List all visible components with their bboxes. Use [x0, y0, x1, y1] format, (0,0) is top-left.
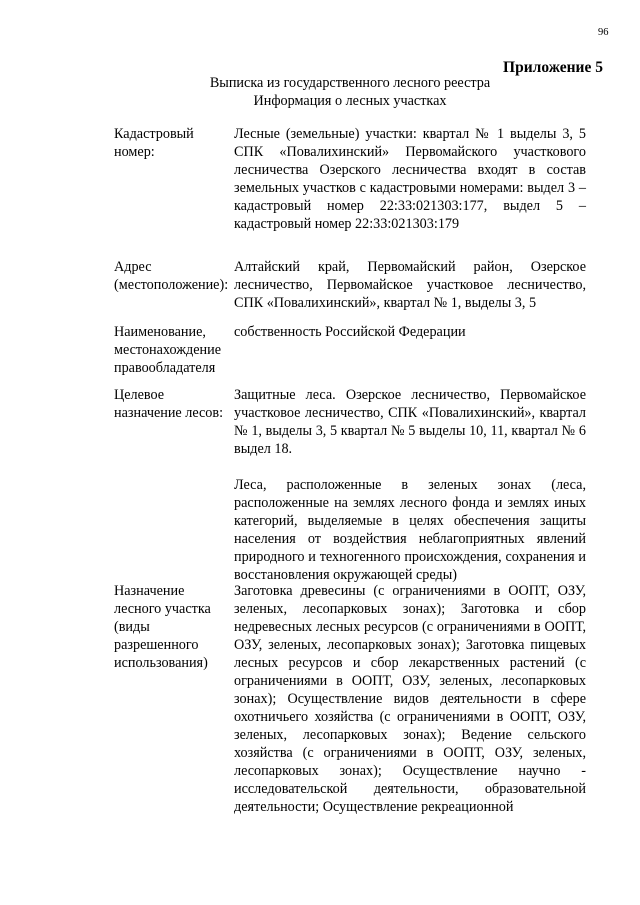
section-label	[114, 386, 232, 422]
section-label	[114, 323, 232, 377]
section-value	[234, 386, 586, 584]
label-line: Кадастровый	[114, 126, 194, 142]
appendix-heading: Приложение 5	[503, 59, 603, 76]
value-paragraph: Алтайский край, Первомайский район, Озерское лесничество, Первомайское участковое лесничество, СПК «Повалихинский», квартал № 1, выделы 3, 5	[234, 259, 586, 311]
label-line: использования)	[114, 655, 208, 671]
title-line-1: Выписка из государственного лесного реестра	[209, 75, 491, 91]
label-line: Назначение	[114, 583, 185, 599]
value-paragraph: Лесные (земельные) участки: квартал № 1 выделы 3, 5 СПК «Повалихинский» Первомайского участкового лесничества Озерского лесничества входят в состав земельных участков с кадастровыми номерами: выдел 3 – кадастровый номер 22:33:021303:177, выдел 5 – кадастровый номер 22:33:021303:179	[234, 126, 586, 232]
section-value	[234, 582, 586, 816]
value-paragraph: Защитные леса. Озерское лесничество, Первомайское участковое лесничество, СПК «Повалихинский», квартал № 1, выделы 3, 5 квартал № 5 выделы 10, 11, квартал № 6 выдел 18.	[234, 387, 586, 457]
label-line: местонахождение	[114, 342, 222, 358]
document-title	[200, 74, 500, 110]
value-paragraph: Леса, расположенные в зеленых зонах (леса, расположенные на землях лесного фонда и землях иных категорий, выделяемые в целях обеспечения защиты населения от воздействия неблагоприятных явлений природного и техногенного происхождения, сохранения и восстановления окружающей среды)	[234, 477, 586, 583]
section-label	[114, 125, 232, 161]
section-value	[234, 323, 586, 341]
page-number: 96	[598, 27, 609, 38]
label-line: Целевое	[114, 387, 165, 403]
label-line: назначение лесов:	[114, 405, 224, 421]
label-line: (виды	[114, 619, 150, 635]
section-label	[114, 258, 232, 294]
label-line: Адрес	[114, 259, 152, 275]
label-line: лесного участка	[114, 601, 211, 617]
title-line-2: Информация о лесных участках	[253, 93, 447, 109]
value-paragraph: собственность Российской Федерации	[234, 324, 466, 340]
section-label	[114, 582, 232, 672]
label-line: (местоположение):	[114, 277, 229, 293]
label-line: Наименование,	[114, 324, 206, 340]
label-line: разрешенного	[114, 637, 199, 653]
label-line: номер:	[114, 144, 155, 160]
label-line: правообладателя	[114, 360, 216, 376]
value-paragraph: Заготовка древесины (с ограничениями в ООПТ, ОЗУ, зеленых, лесопарковых зонах); Заготовка и сбор недревесных лесных ресурсов (с ограничениями в ООПТ, ОЗУ, зеленых, лесопарковых зонах); Заготовка пищевых лесных ресурсов и сбор лекарственных растений (с ограничениями в ООПТ, ОЗУ, зеленых, лесопарковых зонах); Осуществление видов деятельности в сфере охотничьего хозяйства (с ограничениями в ООПТ, ОЗУ, зеленых, лесопарковых зонах); Ведение сельского хозяйства (с ограничениями в ООПТ, ОЗУ, зеленых, лесопарковых зонах); Осуществление научно - исследовательской деятельности, образовательной деятельности; Осуществление рекреационной	[234, 583, 586, 815]
section-value	[234, 125, 586, 233]
section-value	[234, 258, 586, 312]
